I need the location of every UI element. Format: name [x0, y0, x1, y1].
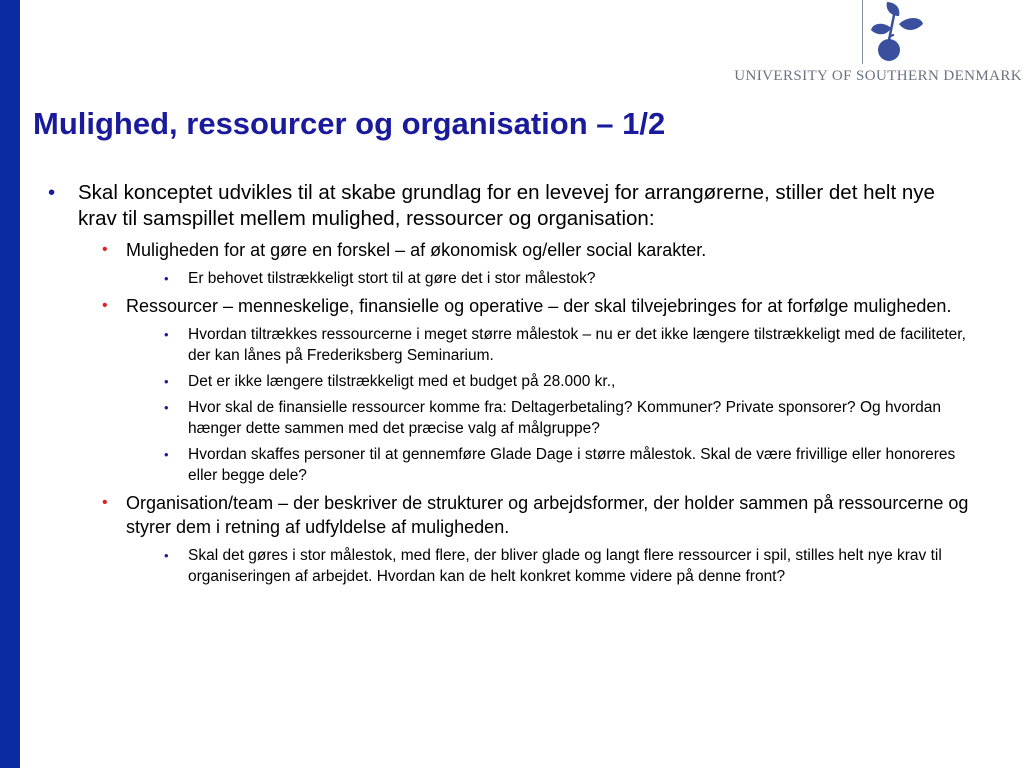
university-wordmark: UNIVERSITY OF SOUTHERN DENMARK: [734, 68, 1022, 84]
bullet-dot-icon: •: [164, 400, 169, 415]
bullet-text: Hvordan tiltrækkes ressourcerne i meget større målestok – nu er det ikke længere tilstrækkeligt med de faciliteter, der kan lånes på Frederiksberg Seminarium.: [188, 326, 966, 364]
bullet-item-level2: [92, 294, 974, 318]
bullet-dot-icon: •: [164, 548, 169, 563]
bullet-text: Skal konceptet udvikles til at skabe grundlag for en levevej for arrangørerne, stiller det helt nye krav til samspillet mellem mulighed, ressourcer og organisation:: [78, 181, 935, 230]
bullet-item-level3: [154, 324, 974, 366]
bullet-item-level3: [154, 268, 974, 289]
slide-title: Mulighed, ressourcer og organisation – 1/2: [33, 106, 666, 141]
bullet-dot-icon: •: [164, 271, 169, 286]
left-accent-bar: [0, 0, 20, 768]
bullet-text: Muligheden for at gøre en forskel – af økonomisk og/eller social karakter.: [126, 240, 707, 260]
bullet-item-level3: [154, 371, 974, 392]
bullet-dot-icon: •: [102, 241, 108, 258]
bullet-dot-icon: •: [164, 374, 169, 389]
bullet-text: Hvordan skaffes personer til at gennemføre Glade Dage i større målestok. Skal de være frivillige eller honoreres eller begge dele?: [188, 446, 956, 484]
bullet-item-level2: [92, 238, 974, 262]
bullet-dot-icon: •: [48, 181, 56, 204]
bullet-item-level2: [92, 491, 974, 539]
bullet-dot-icon: •: [102, 494, 108, 511]
apple-branch-logo-icon: [865, 0, 927, 66]
university-logo: [734, 0, 1024, 95]
bullet-text: Ressourcer – menneskelige, finansielle og operative – der skal tilvejebringes for at forfølge muligheden.: [126, 296, 952, 316]
bullet-text: Det er ikke længere tilstrækkeligt med et budget på 28.000 kr.,: [188, 373, 616, 390]
bullet-text: Organisation/team – der beskriver de strukturer og arbejdsformer, der holder sammen på ressourcerne og styrer dem i retning af udfyldelse af muligheden.: [126, 493, 969, 537]
bullet-dot-icon: •: [164, 447, 169, 462]
bullet-text: Er behovet tilstrækkeligt stort til at gøre det i stor målestok?: [188, 270, 596, 287]
bullet-item-level3: [154, 545, 974, 587]
bullet-item-level1: [44, 180, 974, 232]
bullet-list: [44, 180, 974, 592]
bullet-item-level3: [154, 397, 974, 439]
bullet-text: Skal det gøres i stor målestok, med flere, der bliver glade og langt flere ressourcer i spil, stilles helt nye krav til organiseringen af arbejdet. Hvordan kan de helt konkret komme videre på denne front?: [188, 547, 942, 585]
bullet-dot-icon: •: [102, 297, 108, 314]
bullet-dot-icon: •: [164, 327, 169, 342]
bullet-item-level3: [154, 444, 974, 486]
logo-divider: [862, 0, 863, 64]
bullet-text: Hvor skal de finansielle ressourcer komme fra: Deltagerbetaling? Kommuner? Private sponsorer? Og hvordan hænger dette sammen med det præcise valg af målgruppe?: [188, 399, 941, 437]
